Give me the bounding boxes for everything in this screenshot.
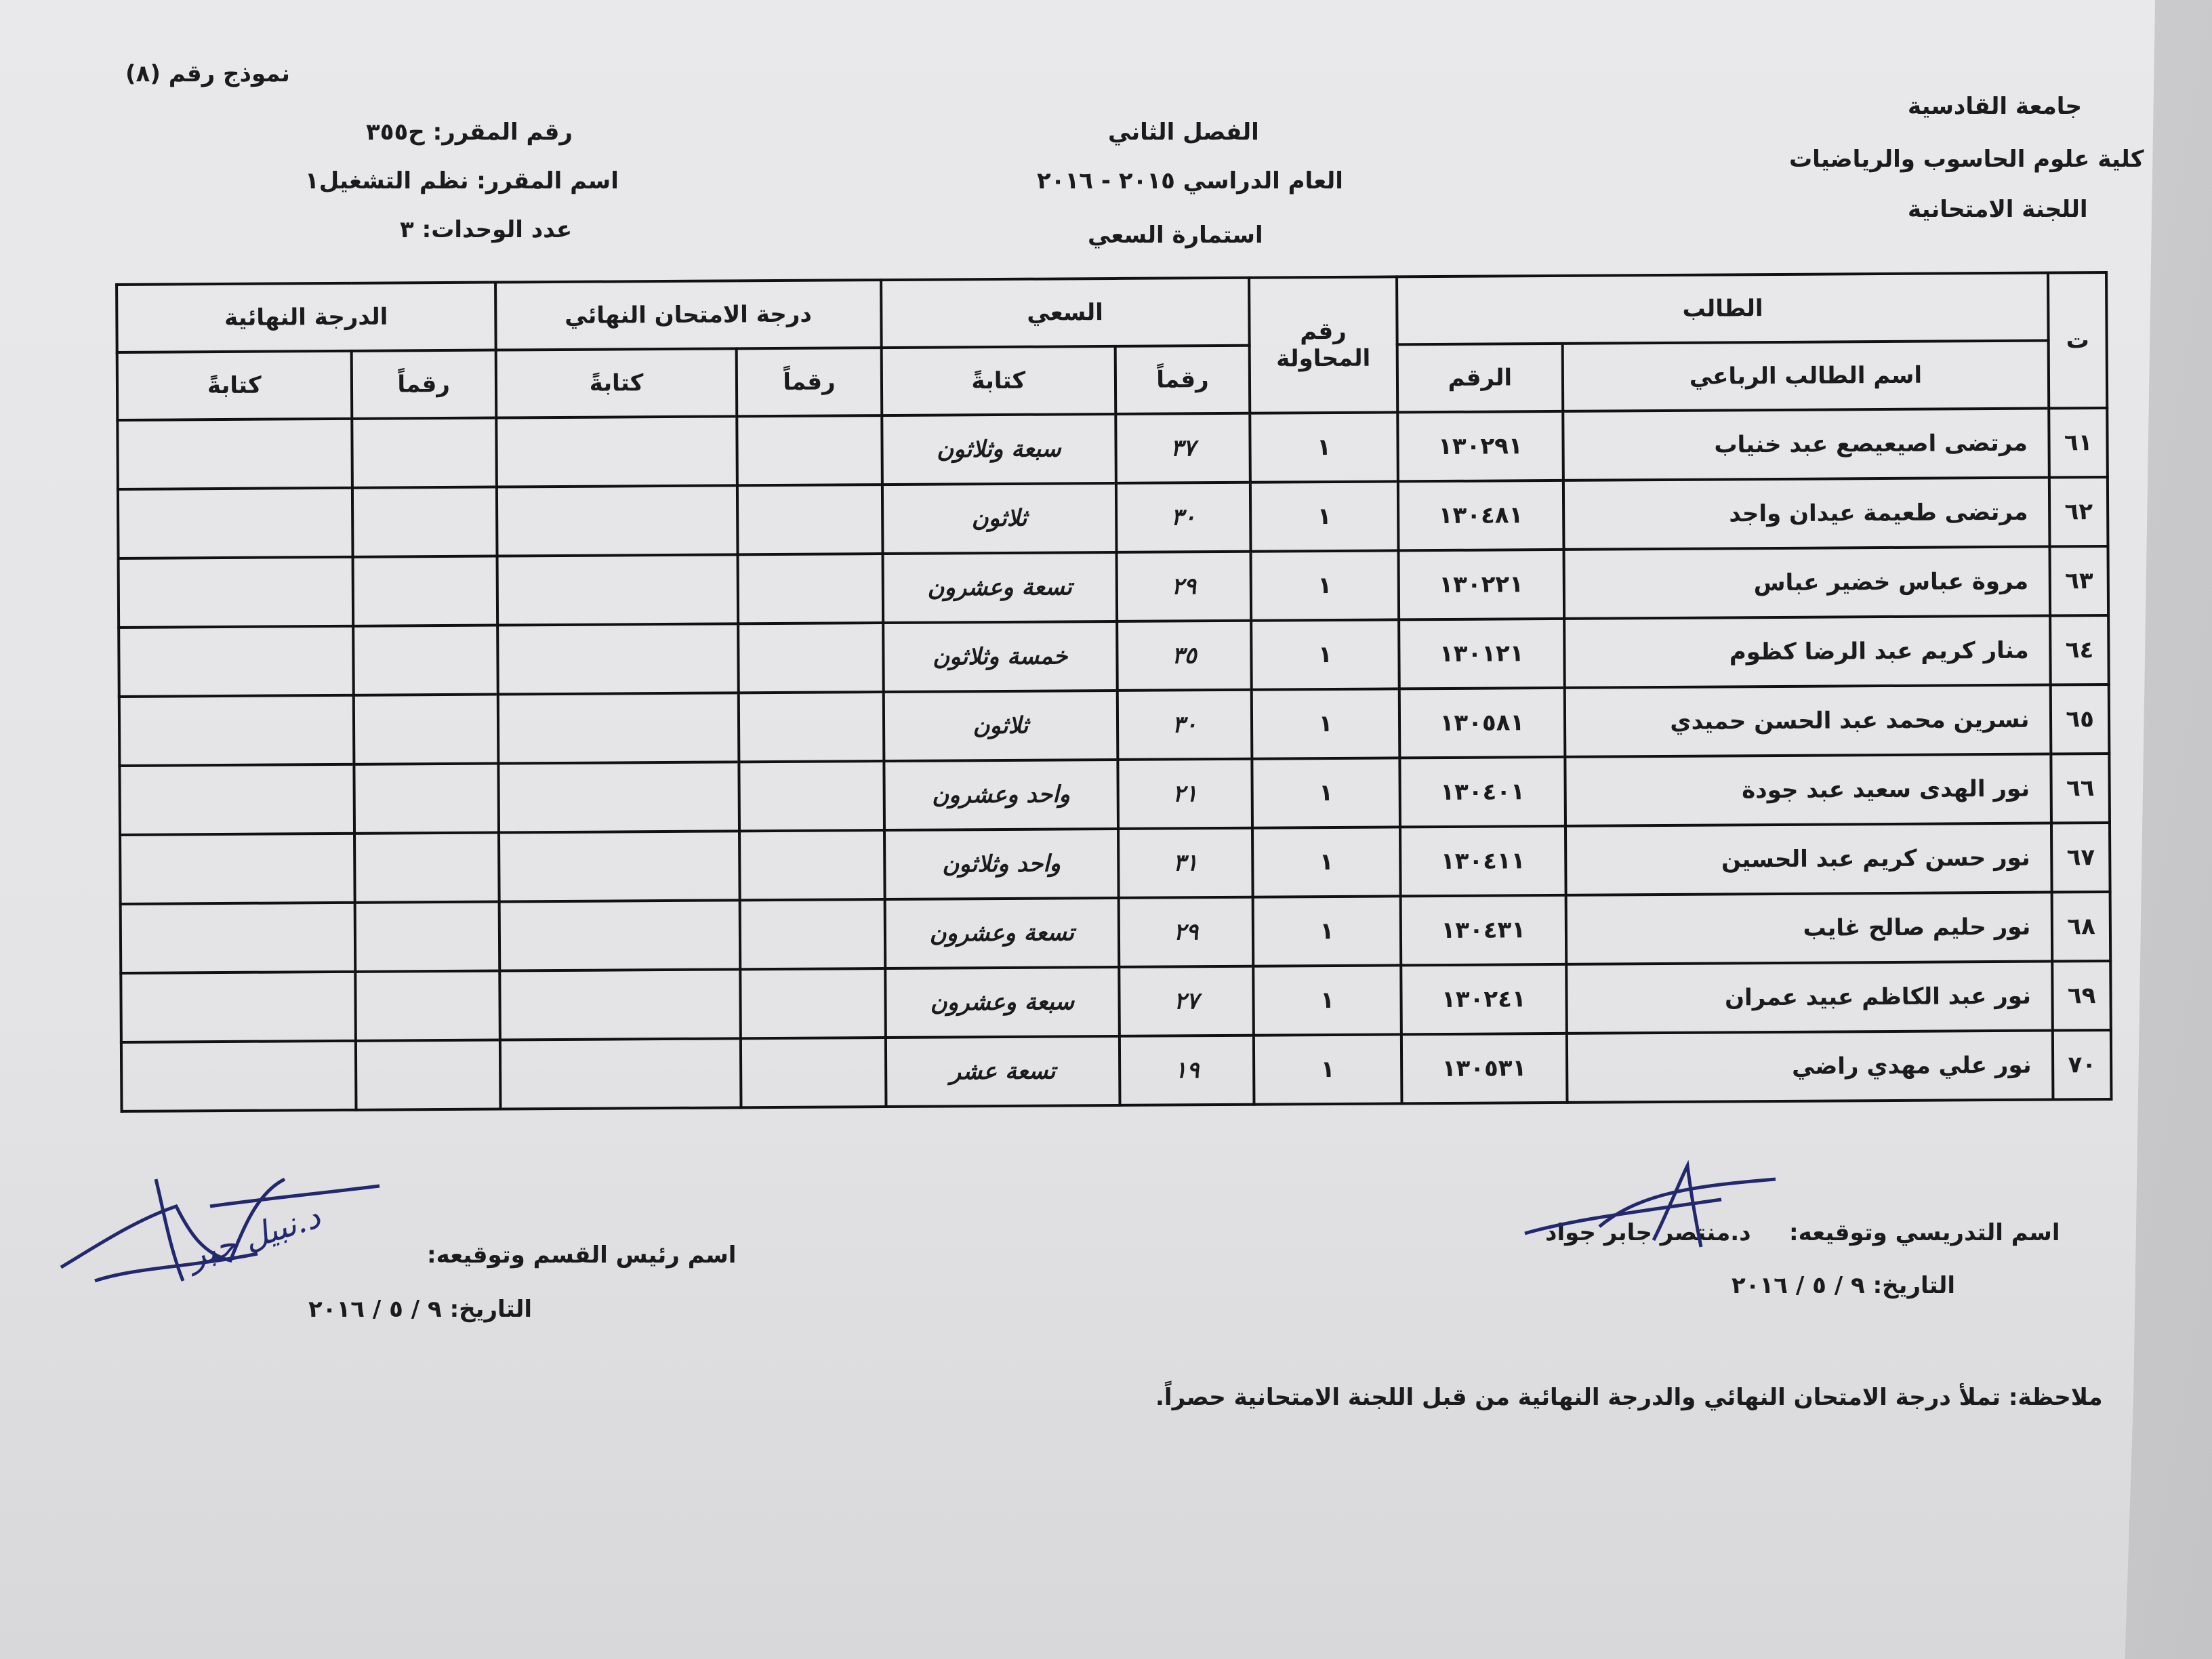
table-row <box>119 754 2110 835</box>
final-exam-numeric <box>739 830 884 900</box>
course-name: اسم المقرر: نظم التشغيل١ <box>305 167 619 194</box>
header-final-grade: الدرجة النهائية <box>117 283 495 352</box>
attempt-number: ١ <box>1252 689 1400 758</box>
coursework-numeric: ٢١ <box>1118 759 1252 829</box>
coursework-written: سبعة وثلاثون <box>882 414 1116 485</box>
university-name: جامعة القادسية <box>1908 93 2083 120</box>
course-code: رقم المقرر: ح٣٥٥ <box>366 119 573 146</box>
student-name: نور علي مهدي راضي <box>1567 1031 2053 1103</box>
final-exam-written <box>497 485 738 556</box>
student-id: ١٣٠٤٠١ <box>1399 757 1565 827</box>
final-grade-written <box>119 557 353 628</box>
coursework-numeric: ٣٧ <box>1115 413 1250 483</box>
final-exam-written <box>499 831 740 901</box>
final-exam-numeric <box>738 554 883 623</box>
note-text: ملاحظة: تملأ درجة الامتحان النهائي والدرجة النهائية من قبل اللجنة الامتحانية حصراً. <box>1155 1384 2103 1411</box>
coursework-numeric: ٣٠ <box>1116 483 1250 552</box>
student-id: ١٣٠٤٨١ <box>1398 480 1563 550</box>
attempt-number: ١ <box>1250 412 1398 482</box>
final-grade-written <box>119 626 353 697</box>
attempt-number: ١ <box>1251 619 1399 689</box>
instructor-signature <box>1518 1152 1830 1267</box>
coursework-numeric: ١٩ <box>1120 1036 1254 1105</box>
table-row <box>119 684 2110 766</box>
final-exam-numeric <box>741 1038 886 1107</box>
coursework-written: واحد وثلاثون <box>884 829 1119 899</box>
final-exam-written <box>500 1038 741 1109</box>
final-grade-written <box>118 488 352 558</box>
student-id: ١٣٠٥٣١ <box>1401 1033 1567 1103</box>
final-exam-numeric <box>739 692 884 762</box>
attempt-number: ١ <box>1253 896 1401 966</box>
coursework-numeric: ٣٥ <box>1117 621 1251 691</box>
final-exam-numeric <box>737 415 882 485</box>
header-coursework-numeric: رقماً <box>1115 346 1250 414</box>
header-final-exam-written: كتابةً <box>495 348 737 417</box>
coursework-numeric: ٣٠ <box>1118 690 1252 760</box>
coursework-written: تسعة عشر <box>885 1036 1120 1107</box>
header-final-grade-numeric: رقماً <box>351 350 496 419</box>
final-grade-written <box>119 695 354 766</box>
student-id: ١٣٠٤١١ <box>1400 826 1565 896</box>
final-grade-written <box>121 1041 356 1111</box>
student-id: ١٣٠١٢١ <box>1399 619 1564 689</box>
table-row <box>119 615 2109 697</box>
attempt-number: ١ <box>1254 1034 1402 1104</box>
header-student-name: اسم الطالب الرباعي <box>1562 341 2049 411</box>
coursework-numeric: ٢٩ <box>1117 552 1251 621</box>
final-exam-written <box>497 693 739 763</box>
instructor-date: التاريخ: ٩ / ٥ / ٢٠١٦ <box>1732 1272 1956 1299</box>
student-name: نور الهدى سعيد عبد جودة <box>1565 754 2051 826</box>
student-name: نور حليم صالح غايب <box>1565 893 2052 964</box>
student-id: ١٣٠٢٢١ <box>1399 550 1564 619</box>
coursework-written: تسعة وعشرون <box>884 898 1119 968</box>
final-grade-numeric <box>352 418 497 488</box>
head-label: اسم رئيس القسم وتوقيعه: <box>427 1242 737 1269</box>
header-coursework-written: كتابةً <box>881 346 1115 415</box>
row-index: ٦٧ <box>2051 823 2110 893</box>
final-exam-numeric <box>741 968 886 1038</box>
attempt-number: ١ <box>1250 481 1399 551</box>
coursework-written: ثلاثون <box>883 691 1118 761</box>
instructor-name: د.منتصر جابر جواد <box>1545 1219 1751 1246</box>
final-grade-written <box>119 764 354 835</box>
instructor-label: اسم التدريسي وتوقيعه: <box>1789 1219 2060 1246</box>
attempt-number: ١ <box>1252 758 1400 827</box>
final-grade-numeric <box>355 971 500 1041</box>
table-row <box>117 408 2108 489</box>
row-index: ٦٩ <box>2053 961 2111 1031</box>
head-signature-text: د.نبيل جبر <box>183 1197 325 1276</box>
attempt-number: ١ <box>1253 965 1401 1035</box>
final-exam-written <box>496 416 737 487</box>
course-units: عدد الوحدات: ٣ <box>400 216 573 243</box>
header-index: ت <box>2048 272 2107 409</box>
header-final-exam: درجة الامتحان النهائي <box>495 280 881 350</box>
row-index: ٦٨ <box>2052 892 2110 962</box>
final-grade-written <box>117 419 352 489</box>
coursework-written: خمسة وثلاثون <box>883 621 1118 692</box>
academic-year: العام الدراسي ٢٠١٥ - ٢٠١٦ <box>1037 167 1343 194</box>
coursework-written: واحد وعشرون <box>884 760 1118 830</box>
final-exam-written <box>497 554 738 625</box>
college-name: كلية علوم الحاسوب والرياضيات <box>1789 146 2144 173</box>
table-row <box>121 892 2111 973</box>
table-row <box>119 546 2109 628</box>
coursework-written: سبعة وعشرون <box>885 967 1120 1038</box>
student-name: نور عبد الكاظم عبيد عمران <box>1566 962 2053 1033</box>
header-student: الطالب <box>1397 273 2049 345</box>
row-index: ٦٣ <box>2050 546 2108 616</box>
final-exam-numeric <box>740 899 885 969</box>
student-name: نسرين محمد عبد الحسن حميدي <box>1564 685 2051 757</box>
table-row <box>120 823 2110 904</box>
final-grade-numeric <box>354 764 499 834</box>
table-row <box>121 961 2111 1042</box>
table-row <box>118 477 2108 558</box>
coursework-numeric: ٢٧ <box>1119 966 1253 1036</box>
final-grade-numeric <box>352 487 497 557</box>
form-title: استمارة السعي <box>1088 222 1263 249</box>
form-number: نموذج رقم (٨) <box>125 60 290 87</box>
final-exam-written <box>499 900 740 970</box>
header-coursework: السعي <box>881 278 1250 348</box>
final-exam-written <box>497 623 739 694</box>
coursework-numeric: ٣١ <box>1118 828 1252 898</box>
committee-name: اللجنة الامتحانية <box>1908 196 2088 223</box>
attempt-number: ١ <box>1250 550 1399 620</box>
head-signature <box>54 1166 407 1294</box>
final-exam-written <box>499 969 741 1040</box>
row-index: ٦٢ <box>2049 477 2108 547</box>
coursework-written: تسعة وعشرون <box>882 552 1117 623</box>
final-grade-numeric <box>353 626 498 695</box>
grades-table <box>115 271 2112 1113</box>
header-final-exam-numeric: رقماً <box>737 348 882 416</box>
attempt-number: ١ <box>1252 827 1401 897</box>
student-name: منار كريم عبد الرضا كظوم <box>1564 616 2051 688</box>
semester: الفصل الثاني <box>1108 119 1259 146</box>
row-index: ٦٤ <box>2050 615 2108 685</box>
final-grade-numeric <box>352 556 497 626</box>
final-exam-numeric <box>737 485 882 554</box>
student-name: مرتضى اصيعيصع عبد خنياب <box>1563 409 2049 480</box>
final-grade-numeric <box>354 902 499 972</box>
final-grade-written <box>121 972 355 1042</box>
final-grade-written <box>120 834 354 904</box>
header-final-grade-written: كتابةً <box>117 351 352 420</box>
student-id: ١٣٠٥٨١ <box>1399 688 1565 758</box>
final-grade-numeric <box>353 695 498 764</box>
header-student-id: الرقم <box>1397 344 1563 412</box>
final-grade-numeric <box>354 833 499 903</box>
final-exam-numeric <box>739 761 884 831</box>
student-name: مروة عباس خضير عباس <box>1563 547 2050 619</box>
coursework-written: ثلاثون <box>882 483 1116 554</box>
row-index: ٦٦ <box>2051 754 2110 823</box>
row-index: ٧٠ <box>2053 1030 2111 1100</box>
student-name: مرتضى طعيمة عيدان واجد <box>1563 478 2050 550</box>
table-row <box>121 1030 2112 1111</box>
row-index: ٦١ <box>2049 408 2108 478</box>
coursework-numeric: ٢٩ <box>1119 897 1253 967</box>
final-grade-numeric <box>356 1040 501 1110</box>
row-index: ٦٥ <box>2051 684 2109 754</box>
final-grade-written <box>121 903 355 973</box>
head-date: التاريخ: ٩ / ٥ / ٢٠١٦ <box>308 1296 533 1323</box>
student-id: ١٣٠٢٤١ <box>1401 964 1566 1034</box>
student-name: نور حسن كريم عبد الحسين <box>1565 823 2052 895</box>
final-exam-numeric <box>739 623 884 693</box>
student-id: ١٣٠٢٩١ <box>1397 411 1563 481</box>
header-attempt: رقم المحاولة <box>1249 276 1397 413</box>
final-exam-written <box>498 762 739 832</box>
student-id: ١٣٠٤٣١ <box>1401 895 1566 965</box>
